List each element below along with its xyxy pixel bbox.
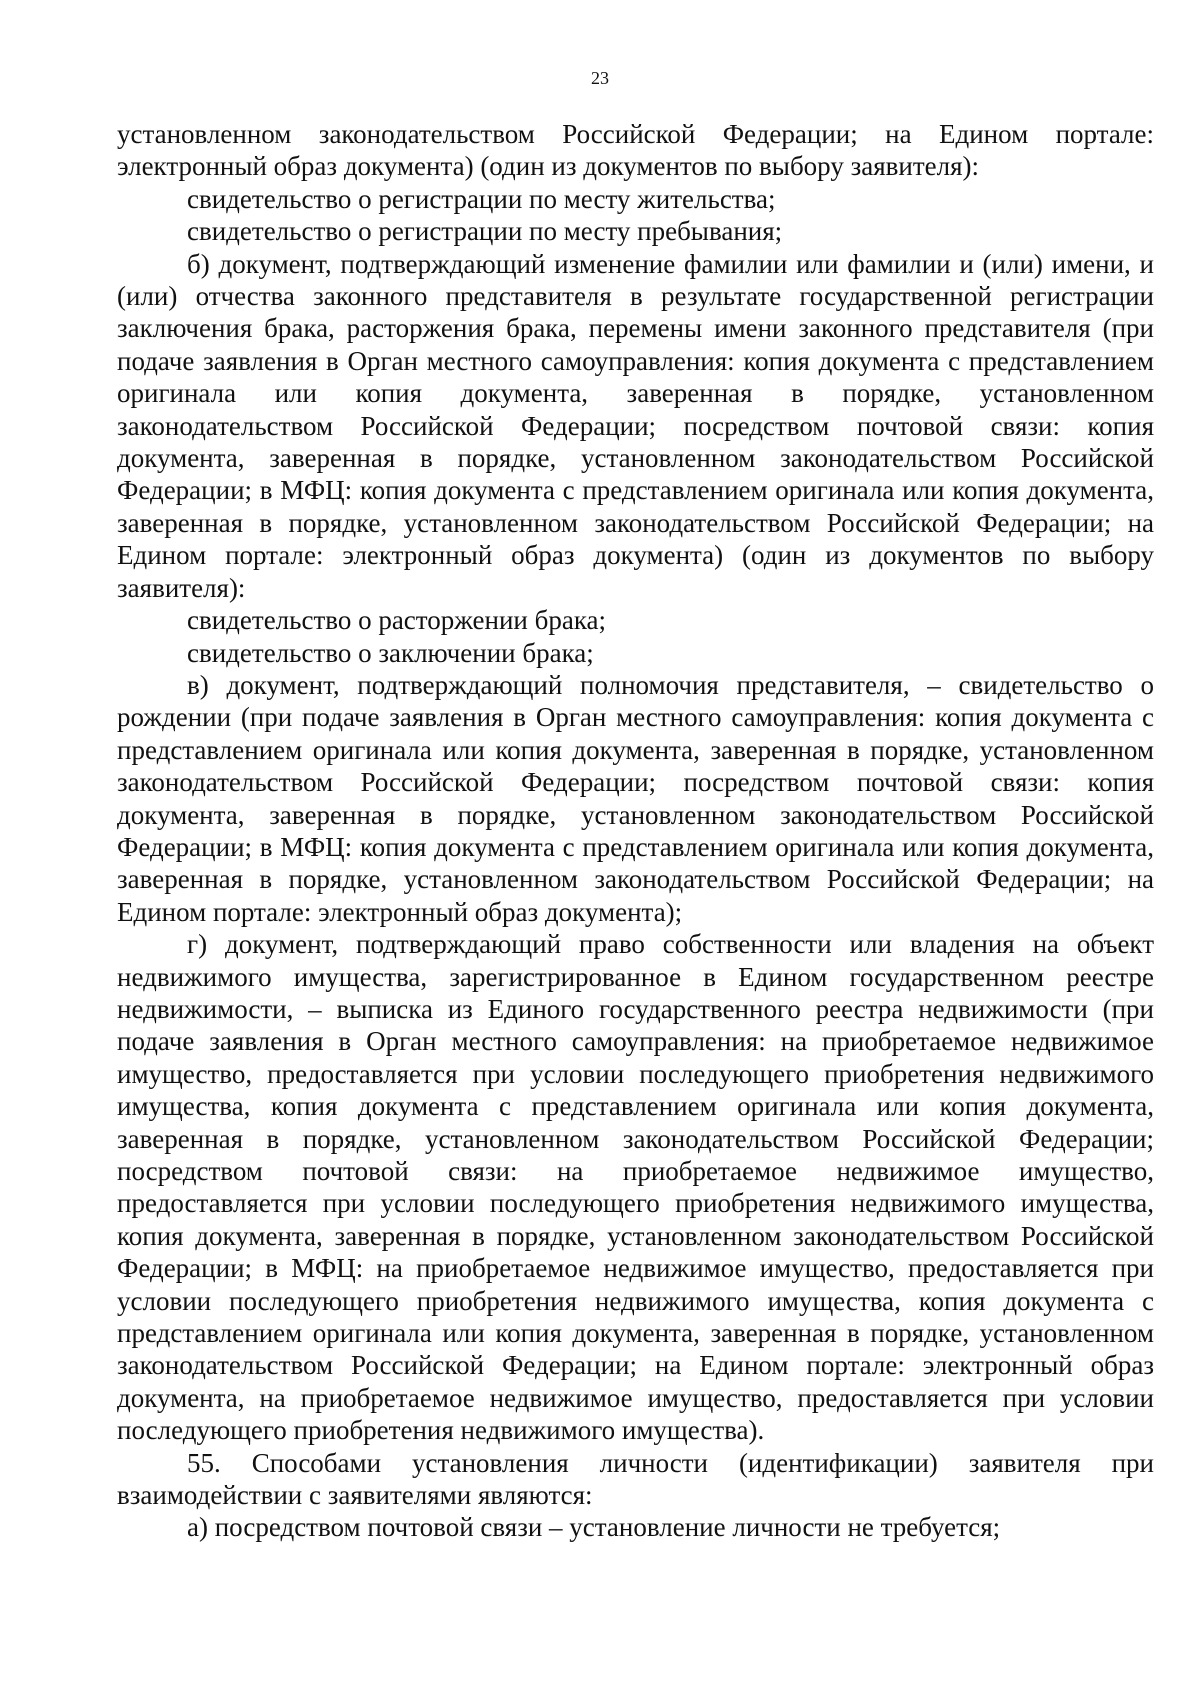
document-body xyxy=(117,118,1154,1544)
paragraph: г) документ, подтверждающий право собственности или владения на объект недвижимого имущества, зарегистрированное в Едином государственном реестре недвижимости, – выписка из Единого государственного реестра недвижимости (при подаче заявления в Орган местного самоуправления: на приобретаемое недвижимое имущество, предоставляется при условии последующего приобретения недвижимого имущества, копия документа с представлением оригинала или копия документа, заверенная в порядке, установленном законодательством Российской Федерации; посредством почтовой связи: на приобретаемое недвижимое имущество, предоставляется при условии последующего приобретения недвижимого имущества, копия документа, заверенная в порядке, установленном законодательством Российской Федерации; в МФЦ: на приобретаемое недвижимое имущество, предоставляется при условии последующего приобретения недвижимого имущества, копия документа с представлением оригинала или копия документа, заверенная в порядке, установленном законодательством Российской Федерации; на Едином портале: электронный образ документа, на приобретаемое недвижимое имущество, предоставляется при условии последующего приобретения недвижимого имущества). xyxy=(117,929,1154,1446)
paragraph: установленном законодательством Российской Федерации; на Едином портале: электронный образ документа) (один из документов по выбору заявителя): xyxy=(117,119,1154,182)
paragraph: свидетельство о расторжении брака; xyxy=(187,605,607,636)
paragraph: а) посредством почтовой связи – установление личности не требуется; xyxy=(187,1512,1001,1543)
paragraph: свидетельство о заключении брака; xyxy=(187,637,594,668)
paragraph: свидетельство о регистрации по месту жительства; xyxy=(187,183,776,214)
paragraph: б) документ, подтверждающий изменение фамилии или фамилии и (или) имени, и (или) отчества законного представителя в результате государственной регистрации заключения брака, расторжения брака, перемены имени законного представителя (при подаче заявления в Орган местного самоуправления: копия документа с представлением оригинала или копия документа, заверенная в порядке, установленном законодательством Российской Федерации; посредством почтовой связи: копия документа, заверенная в порядке, установленном законодательством Российской Федерации; в МФЦ: копия документа с представлением оригинала или копия документа, заверенная в порядке, установленном законодательством Российской Федерации; на Едином портале: электронный образ документа) (один из документов по выбору заявителя): xyxy=(117,248,1154,603)
paragraph: в) документ, подтверждающий полномочия представителя, – свидетельство о рождении (при подаче заявления в Орган местного самоуправления: копия документа с представлением оригинала или копия документа, заверенная в порядке, установленном законодательством Российской Федерации; посредством почтовой связи: копия документа, заверенная в порядке, установленном законодательством Российской Федерации; в МФЦ: копия документа с представлением оригинала или копия документа, заверенная в порядке, установленном законодательством Российской Федерации; на Едином портале: электронный образ документа); xyxy=(117,669,1154,927)
paragraph: свидетельство о регистрации по месту пребывания; xyxy=(187,216,783,247)
page-number: 23 xyxy=(591,68,609,88)
paragraph: 55. Способами установления личности (идентификации) заявителя при взаимодействии с заявителями являются: xyxy=(117,1447,1154,1511)
